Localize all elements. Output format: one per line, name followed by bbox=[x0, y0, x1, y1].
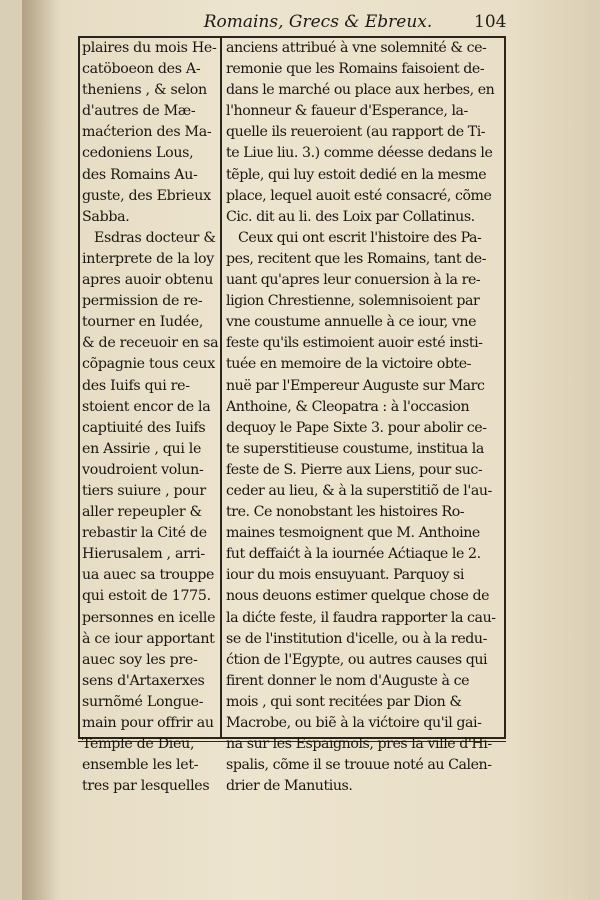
text-line: nous deuons estimer quelque chose de bbox=[226, 588, 490, 605]
text-line: stoient encor de la bbox=[82, 398, 211, 415]
text-line: ligion Chrestienne, solemnisoient par bbox=[226, 293, 480, 310]
text-frame bbox=[78, 4, 507, 795]
text-line: l'honneur & faueur d'Esperance, la- bbox=[226, 103, 468, 120]
text-line: permission de re- bbox=[82, 293, 203, 310]
text-line: iour du mois ensuyuant. Parquoy si bbox=[226, 567, 464, 584]
running-header: Romains, Grecs & Ebreux. bbox=[203, 12, 433, 32]
text-line: feste de S. Pierre aux Liens, pour suc- bbox=[226, 461, 483, 478]
gutter-shadow bbox=[22, 0, 62, 900]
text-line: Temple de Dieu, bbox=[82, 736, 195, 753]
text-line: des Romains Au- bbox=[82, 166, 198, 183]
text-line: Esdras docteur & bbox=[94, 229, 216, 246]
text-line: anciens attribué à vne solemnité & ce- bbox=[226, 40, 487, 56]
text-line: nuë par l'Empereur Auguste sur Marc bbox=[226, 377, 485, 394]
text-line: auec soy les pre- bbox=[82, 651, 198, 668]
text-line: spalis, cõme il se trouue noté au Calen- bbox=[226, 757, 492, 774]
text-line: Cic. dit au li. des Loix par Collatinus. bbox=[226, 208, 475, 225]
text-line: qui estoit de 1775. bbox=[82, 588, 211, 605]
right-column bbox=[226, 38, 502, 797]
text-line: Hierusalem , arri- bbox=[82, 546, 205, 563]
text-line: firent donner le nom d'Auguste à ce bbox=[226, 672, 470, 689]
text-line: cõpagnie tous ceux bbox=[82, 356, 215, 373]
text-line: drier de Manutius. bbox=[226, 778, 353, 795]
text-line: theniens , & selon bbox=[82, 82, 207, 99]
text-line: cedoniens Lous, bbox=[82, 145, 194, 162]
column-divider bbox=[220, 36, 222, 739]
text-line: Ceux qui ont escrit l'histoire des Pa- bbox=[238, 229, 482, 246]
text-line: se de l'institution d'icelle, ou à la redu- bbox=[226, 630, 487, 647]
text-line: surnõmé Longue- bbox=[82, 693, 204, 710]
book-page bbox=[22, 0, 588, 900]
text-line: Macrobe, ou biẽ à la vićtoire qu'il gai- bbox=[226, 715, 482, 731]
text-line: d'autres de Mæ- bbox=[82, 103, 196, 120]
text-line: aller repeupler & bbox=[82, 504, 202, 521]
text-line: mois , qui sont recitées par Dion & bbox=[226, 693, 462, 710]
text-line: ua auec sa trouppe bbox=[82, 567, 215, 584]
text-line: tourner en Iudée, bbox=[82, 314, 204, 331]
text-line: la dićte feste, il faudra rapporter la cau- bbox=[226, 609, 496, 626]
right-rule bbox=[504, 36, 506, 739]
text-line: pes, recitent que les Romains, tant de- bbox=[226, 250, 487, 267]
text-line: te superstitieuse coustume, institua la bbox=[226, 440, 484, 457]
text-line: vne coustume annuelle à ce iour, vne bbox=[226, 314, 477, 331]
text-line: sens d'Artaxerxes bbox=[82, 672, 205, 689]
text-line: personnes en icelle bbox=[82, 609, 216, 626]
text-line: tre. Ce nonobstant les histoires Ro- bbox=[226, 504, 465, 521]
text-line: na sur les Espaignols, pres la ville d'Hi- bbox=[226, 736, 492, 753]
text-line: interprete de la loy bbox=[82, 250, 215, 267]
text-line: fut deffaićt à la iournée Aćtiaque le 2. bbox=[226, 546, 481, 563]
text-line: dequoy le Pape Sixte 3. pour abolir ce- bbox=[226, 419, 487, 436]
text-line: captiuité des Iuifs bbox=[82, 419, 206, 436]
text-line: des Iuifs qui re- bbox=[82, 377, 190, 394]
text-line: voudroient volun- bbox=[82, 461, 204, 478]
left-column bbox=[82, 38, 220, 797]
text-line: catöboeon des A- bbox=[82, 61, 201, 78]
text-line: tẽple, qui luy estoit dedié en la mesme bbox=[226, 166, 487, 183]
text-line: Sabba. bbox=[82, 208, 130, 225]
text-line: main pour offrir au bbox=[82, 715, 214, 731]
text-line: te Liue liu. 3.) comme déesse dedans le bbox=[226, 145, 493, 162]
text-line: & de receuoir en sa bbox=[82, 335, 219, 352]
text-line: tiers suiure , pour bbox=[82, 482, 206, 499]
text-line: plaires du mois He- bbox=[82, 40, 217, 56]
text-line: tuée en memoire de la victoire obte- bbox=[226, 356, 472, 373]
left-rule bbox=[78, 36, 80, 739]
text-line: dans le marché ou place aux herbes, en bbox=[226, 82, 495, 99]
text-line: ćtion de l'Egypte, ou autres causes qui bbox=[226, 651, 488, 668]
text-line: feste qu'ils estimoient auoir esté insti- bbox=[226, 335, 483, 352]
text-line: apres auoir obtenu bbox=[82, 272, 214, 289]
text-line: tres par lesquelles bbox=[82, 778, 210, 795]
text-line: Anthoine, & Cleopatra : à l'occasion bbox=[226, 398, 470, 415]
text-line: quelle ils reueroient (au rapport de Ti- bbox=[226, 124, 486, 141]
text-line: uant qu'apres leur conuersion à la re- bbox=[226, 272, 481, 289]
text-line: ceder au lieu, & à la superstitiõ de l'au- bbox=[226, 482, 492, 499]
text-line: guste, des Ebrieux bbox=[82, 187, 211, 204]
text-line: maines tesmoignent que M. Anthoine bbox=[226, 525, 480, 542]
text-line: à ce iour apportant bbox=[82, 630, 215, 647]
text-line: en Assirie , qui le bbox=[82, 440, 202, 457]
text-line: remonie que les Romains faisoient de- bbox=[226, 61, 485, 78]
text-line: maćterion des Ma- bbox=[82, 124, 212, 141]
page-number: 104 bbox=[474, 12, 507, 32]
text-line: ensemble les let- bbox=[82, 757, 199, 774]
text-line: rebastir la Cité de bbox=[82, 525, 207, 542]
text-line: place, lequel auoit esté consacré, cõme bbox=[226, 187, 492, 204]
